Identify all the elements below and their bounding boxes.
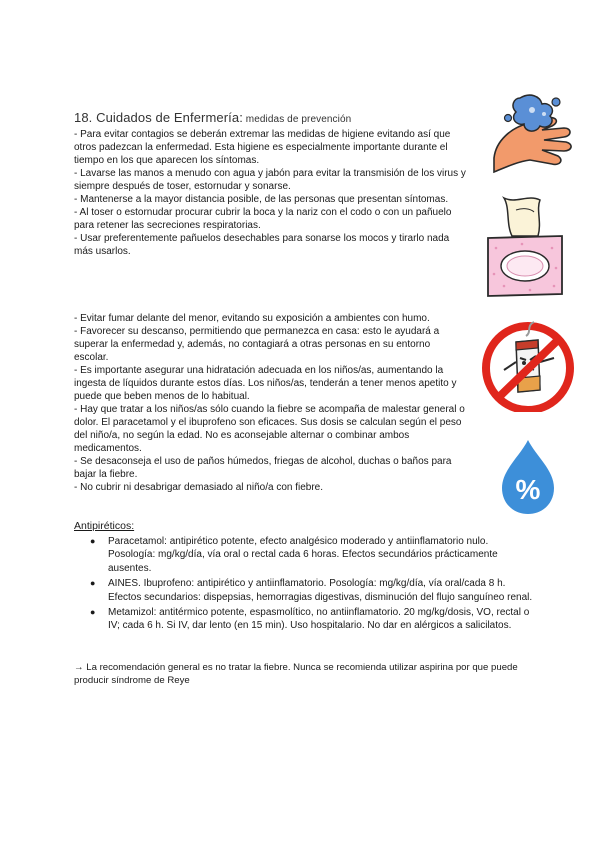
section-title-main: 18. Cuidados de Enfermería: — [74, 110, 243, 125]
paragraph: - Lavarse las manos a menudo con agua y jabón para evitar la transmisión de los virus y siempre después de toser, estornudar y sonarse. — [74, 168, 466, 192]
hand-washing-icon — [486, 88, 576, 176]
antipireticos-heading: Antipiréticos: — [74, 520, 135, 532]
bullet-icon: ● — [90, 536, 96, 546]
paragraph: - Es importante asegurar una hidratación adecuada en los niños/as, aumentando la ingesta de líquidos durante estos días. Los niños/as, tenderán a tener menos apetito y puede que beben menos de lo habitual. — [74, 365, 457, 402]
final-note — [74, 661, 534, 687]
paragraph: - No cubrir ni desabrigar demasiado al niño/a con fiebre. — [74, 482, 324, 493]
paragraph: - Usar preferentemente pañuelos desechables para sonarse los mocos y tirarlo nada más usarlos. — [74, 233, 450, 257]
section-title — [74, 110, 494, 125]
paragraph: - Al toser o estornudar procurar cubrir la boca y la nariz con el codo o con un pañuelo para retener las secreciones respiratorias. — [74, 207, 452, 231]
paragraph: - Favorecer su descanso, permitiendo que permanezca en casa: esto le ayudará a superar la enfermedad y, además, no contagiará a otras personas en su entorno escolar. — [74, 326, 440, 363]
water-drop-percent-icon — [490, 436, 566, 516]
list-item-text: Metamizol: antitérmico potente, espasmolítico, no antiinflamatorio. 20 mg/kg/dosis, VO, rectal o IV; cada 6 h. Si IV, dar lento (en 15 min). Uso hospitalario. No dar en alérgicos a salicilatos. — [108, 607, 530, 632]
paragraph: - Mantenerse a la mayor distancia posible, de las personas que presentan síntomas. — [74, 194, 449, 205]
bullet-icon: ● — [90, 578, 96, 589]
no-smoking-icon — [478, 316, 576, 412]
final-note-text: → La recomendación general es no tratar la fiebre. Nunca se recomienda utilizar aspirina por que puede producir síndrome de Reye — [74, 662, 518, 686]
prevention-list-2 — [74, 312, 466, 494]
paragraph: - Se desaconseja el uso de paños húmedos, friegas de alcohol, duchas o baños para bajar la fiebre. — [74, 456, 452, 480]
paragraph: - Evitar fumar delante del menor, evitando su exposición a ambientes con humo. — [74, 313, 430, 324]
tissue-box-icon — [482, 190, 568, 300]
list-item — [74, 577, 534, 604]
paragraph: - Hay que tratar a los niños/as sólo cuando la fiebre se acompaña de malestar general o dolor. El paracetamol y el ibuprofeno son eficaces. Sus dosis se calculan según el peso del niño/a, no según la edad. No es aconsejable alternar o combinar ambos medicamentos. — [74, 404, 465, 454]
list-item — [74, 606, 534, 633]
list-item-text: Paracetamol: antipirético potente, efecto analgésico moderado y antiinflamatorio nulo. Posología: mg/kg/día, vía oral o rectal cada 6 horas. Efectos secundários prácticamente ausentes. — [108, 536, 498, 574]
prevention-list-1 — [74, 128, 466, 258]
section-title-sub: medidas de prevención — [242, 114, 352, 125]
percent-symbol: % — [515, 474, 541, 505]
bullet-icon: ● — [90, 607, 96, 618]
list-item-text: AINES. Ibuprofeno: antipirético y antiinflamatorio. Posología: mg/kg/día, vía oral/cada 8 h. Efectos secundarios: dispepsias, hemorragias digestivas, disminución del flujo sanguíneo renal. — [108, 578, 533, 603]
antipireticos-list — [74, 535, 534, 635]
paragraph: - Para evitar contagios se deberán extremar las medidas de higiene evitando así que otros padezcan la enfermedad. Esta higiene es especialmente importante durante el tiempo en los que aparecen los síntomas. — [74, 129, 451, 166]
list-item — [74, 535, 534, 575]
